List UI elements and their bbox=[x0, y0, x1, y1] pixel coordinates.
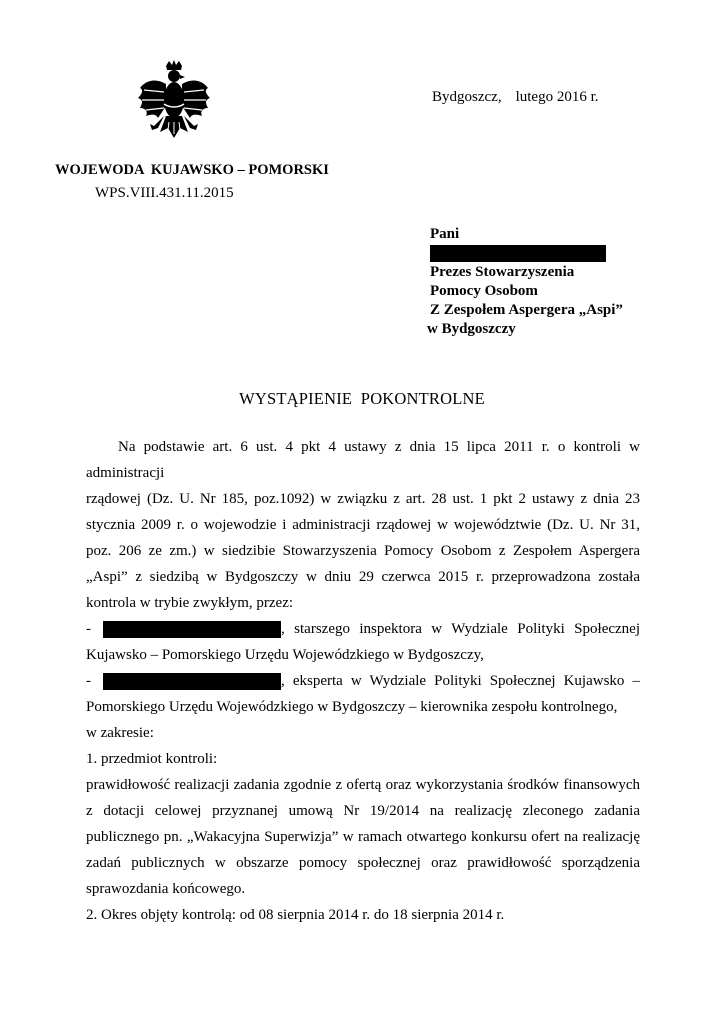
redacted-name bbox=[430, 245, 606, 262]
recipient-line: w Bydgoszczy bbox=[427, 321, 516, 337]
inspector-role-cont: Kujawsko – Pomorskiego Urzędu Wojewódzkiego w Bydgoszczy, bbox=[86, 647, 484, 663]
inspector-role: , eksperta w Wydziale Polityki Społecznej Kujawsko – bbox=[281, 673, 640, 689]
list-dash: - bbox=[86, 673, 91, 689]
redacted-name bbox=[103, 673, 281, 690]
scope-item-text: prawidłowość realizacji zadania zgodnie z ofertą oraz wykorzystania środków finansowych z dotacji celowej przyznanej umową Nr 19/2014 na realizację zleconego zadania publicznego pn. „Wakacyjna Superwizja” w ramach otwartego konkursu ofert na realizację zadań publicznych w obszarze pomocy społecznej oraz prawidłowość sporządzenia sprawozdania końcowego. bbox=[86, 777, 640, 897]
inspector-entry bbox=[86, 668, 640, 694]
polish-eagle-emblem-icon bbox=[136, 60, 212, 150]
place-date bbox=[432, 89, 599, 106]
body-paragraph: rządowej (Dz. U. Nr 185, poz.1092) w związku z art. 28 ust. 1 pkt 2 ustawy z dnia 23 stycznia 2009 r. o wojewodzie i administracji rządowej w województwie (Dz. U. Nr 31, poz. 206 ze zm.) w siedzibie Stowarzyszenia Pomocy Osobom z Zespołem Aspergera „Aspi” z siedzibą w Bydgoszczy w dniu 29 czerwca 2015 r. przeprowadzona została kontrola w trybie zwykłym, przez: bbox=[86, 491, 640, 611]
list-dash: - bbox=[86, 621, 91, 637]
recipient-line: Pomocy Osobom bbox=[430, 283, 538, 299]
recipient-line: Z Zespołem Aspergera „Aspi” bbox=[430, 302, 623, 318]
scope-label: w zakresie: bbox=[86, 725, 154, 741]
inspector-entry bbox=[86, 616, 640, 642]
body-paragraph: Na podstawie art. 6 ust. 4 pkt 4 ustawy z dnia 15 lipca 2011 r. o kontroli w administracji bbox=[86, 439, 640, 481]
document-title: WYSTĄPIENIE POKONTROLNE bbox=[239, 389, 485, 408]
issuing-authority: WOJEWODA KUJAWSKO – POMORSKI bbox=[55, 162, 329, 178]
recipient-block bbox=[427, 225, 623, 339]
inspector-role-cont: Pomorskiego Urzędu Wojewódzkiego w Bydgoszczy – kierownika zespołu kontrolnego, bbox=[86, 699, 618, 715]
place-date-city: Bydgoszcz, bbox=[432, 89, 502, 105]
scope-item: 2. Okres objęty kontrolą: od 08 sierpnia 2014 r. do 18 sierpnia 2014 r. bbox=[86, 907, 505, 923]
recipient-salutation: Pani bbox=[430, 226, 460, 242]
redacted-name bbox=[103, 621, 281, 638]
reference-number: WPS.VIII.431.11.2015 bbox=[95, 185, 234, 201]
place-date-month: lutego 2016 r. bbox=[515, 89, 599, 105]
scope-item-label: 1. przedmiot kontroli: bbox=[86, 751, 218, 767]
inspector-role: , starszego inspektora w Wydziale Polityki Społecznej bbox=[281, 621, 640, 637]
document-body bbox=[86, 434, 640, 928]
recipient-line: Prezes Stowarzyszenia bbox=[430, 264, 575, 280]
